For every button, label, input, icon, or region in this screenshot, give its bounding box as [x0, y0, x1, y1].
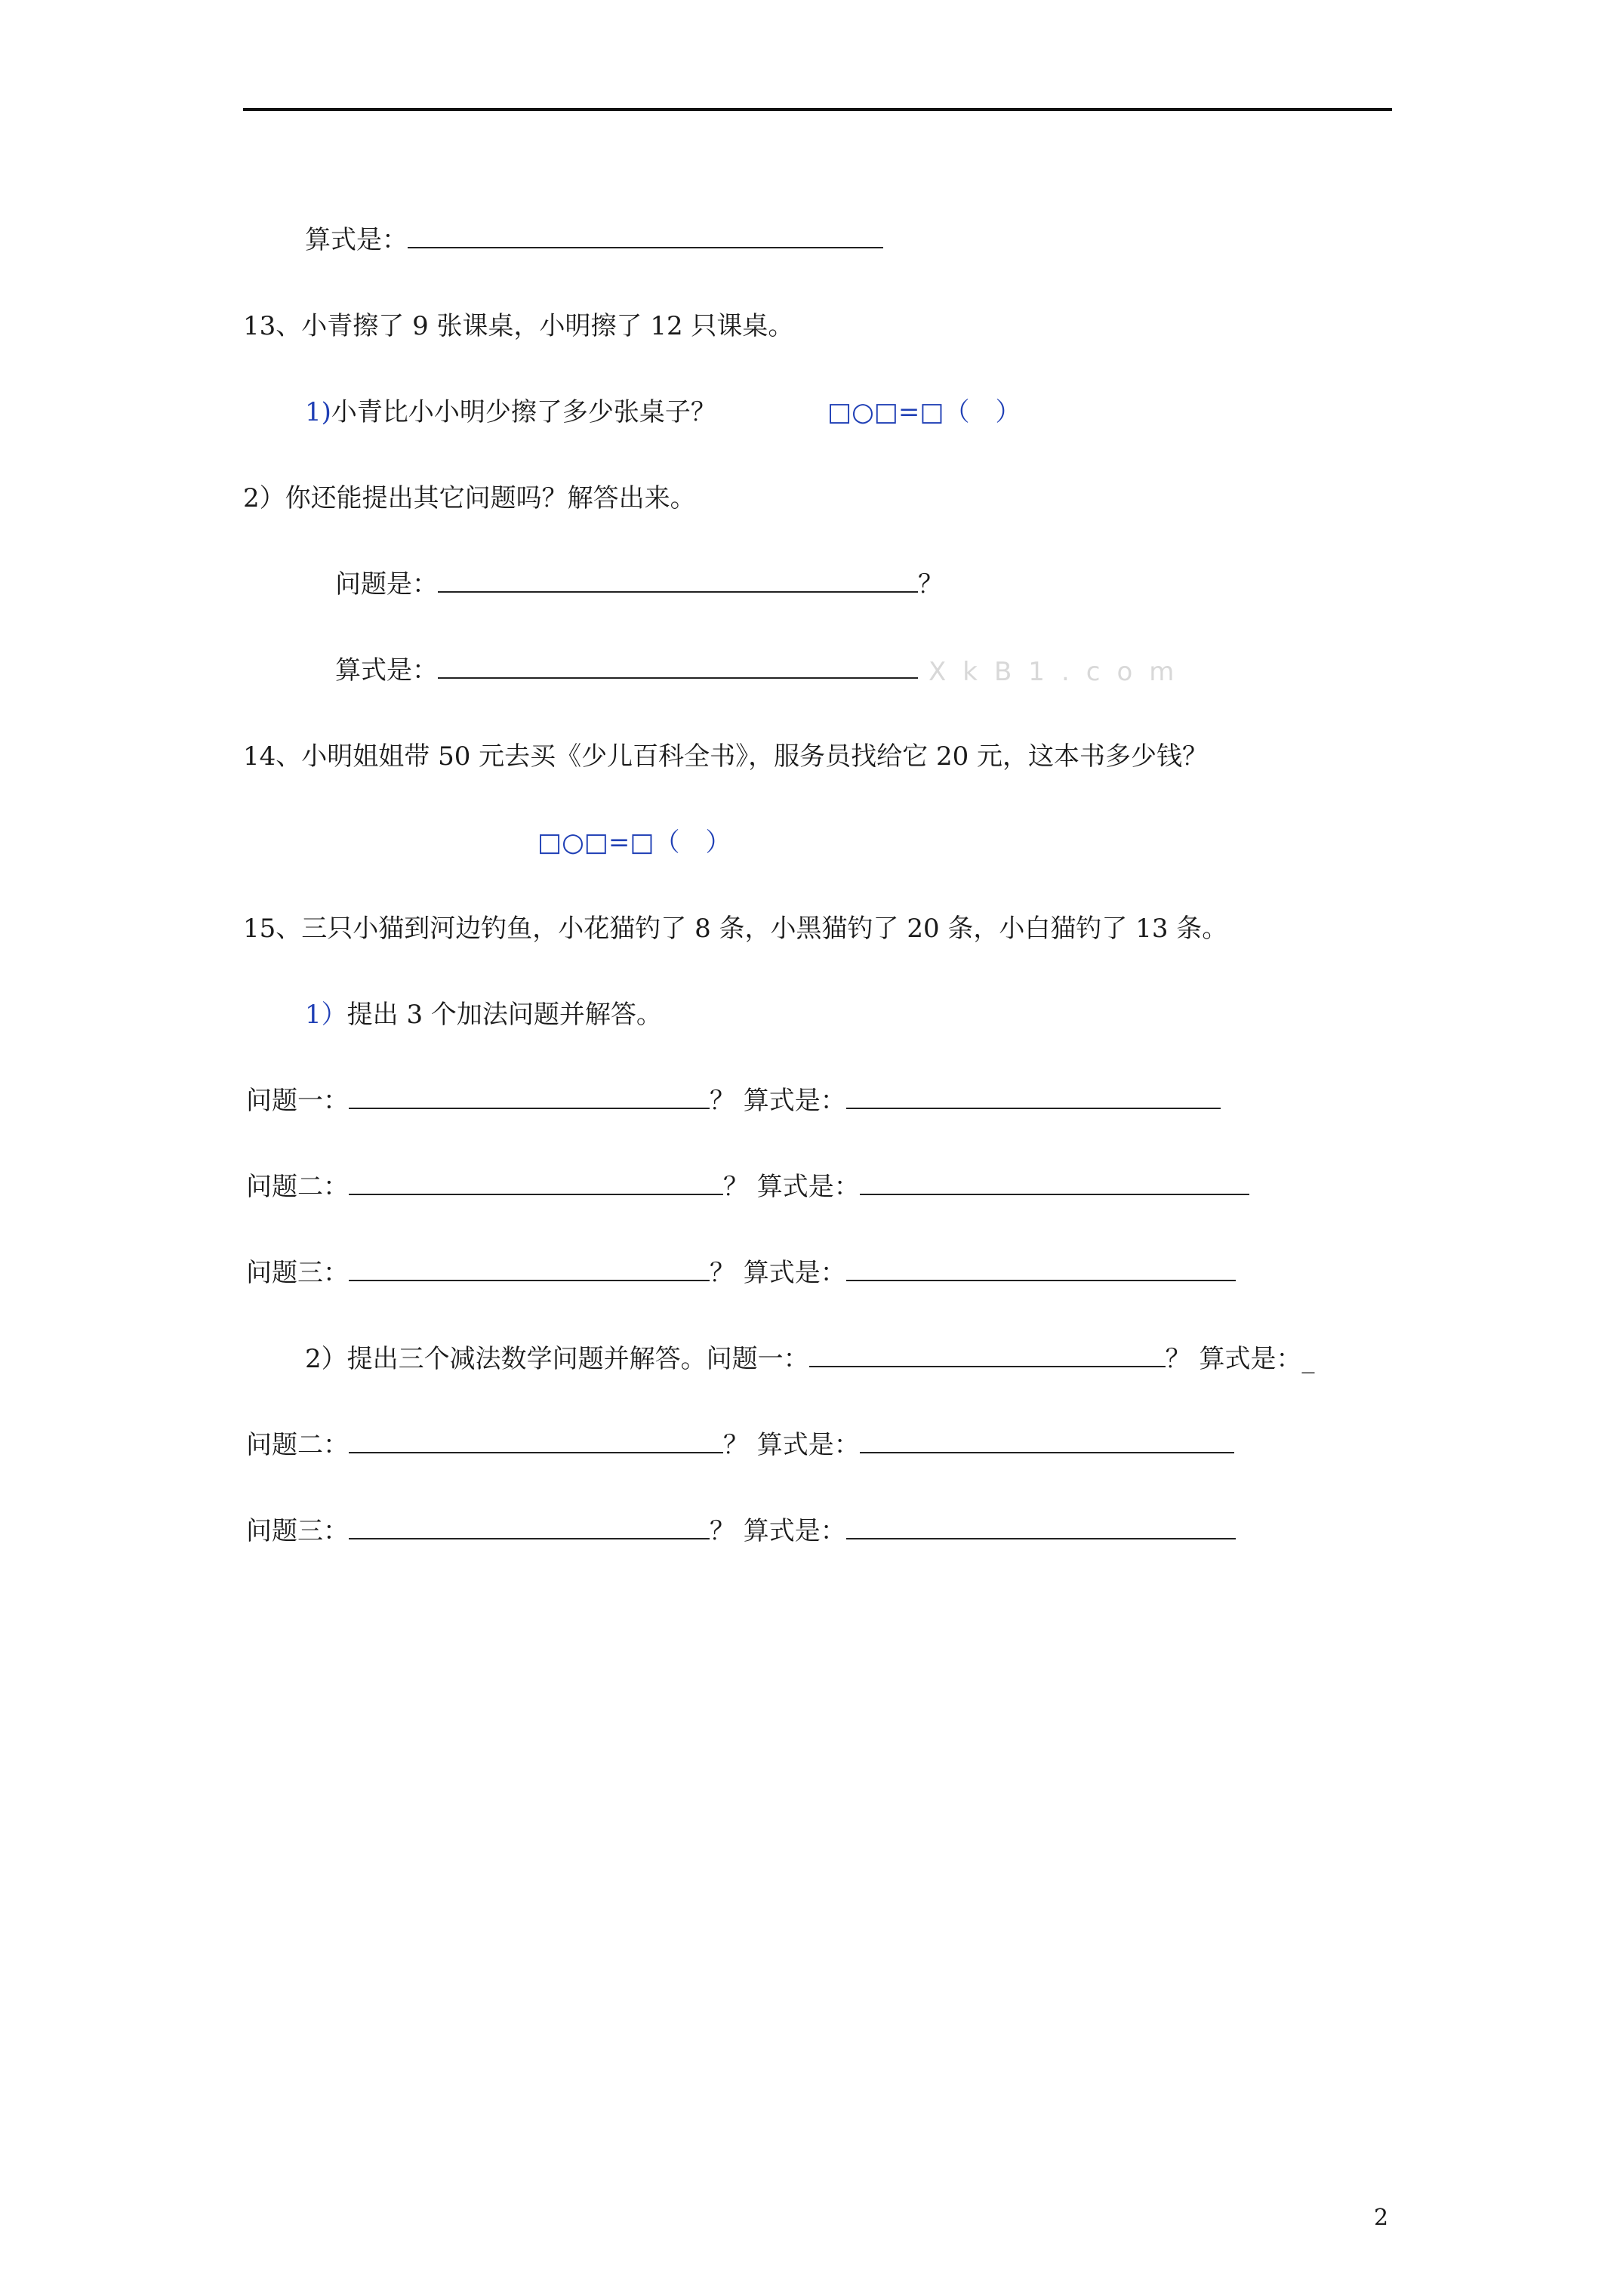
q13-stem: 13、小青擦了 9 张课桌，小明擦了 12 只课桌。 [243, 311, 794, 341]
q15-add-question-3 [246, 1256, 1236, 1290]
q15-add-question-2 [246, 1170, 1249, 1203]
q15-sub-question-3 [246, 1515, 1236, 1548]
formula-blank[interactable] [860, 1171, 1249, 1195]
formula-label: ？ 算式是： [710, 1086, 846, 1116]
part-number: 1) [305, 397, 331, 427]
q13-part1 [305, 396, 716, 429]
q13-equation-template: □○□=□（ ） [827, 397, 1021, 427]
question-label: 问题是： [335, 569, 438, 599]
question-blank[interactable] [349, 1429, 723, 1453]
question-blank[interactable] [438, 569, 918, 593]
formula-blank[interactable] [846, 1257, 1236, 1281]
q15-part2 [305, 1342, 1314, 1376]
formula-label: ？ 算式是：_ [1165, 1344, 1315, 1374]
formula-label: ？ 算式是： [723, 1430, 860, 1460]
formula-blank[interactable] [438, 655, 918, 679]
question-blank[interactable] [349, 1257, 710, 1281]
question-label: 问题一： [246, 1086, 349, 1116]
q12-formula-line [305, 223, 883, 257]
question-blank[interactable] [349, 1085, 710, 1109]
q15-add-question-1 [246, 1084, 1221, 1117]
q14-equation-template: □○□=□（ ） [537, 827, 731, 858]
part-text: 小青比小小明少擦了多少张桌子？ [331, 397, 716, 427]
page-number: 2 [1374, 2205, 1389, 2231]
part-text: 提出 3 个加法问题并解答。 [346, 1000, 662, 1030]
question-label: 问题三： [246, 1516, 349, 1546]
formula-blank[interactable] [846, 1515, 1236, 1539]
question-label: 问题二： [246, 1172, 349, 1202]
q15-stem: 15、三只小猫到河边钓鱼，小花猫钓了 8 条，小黑猫钓了 20 条，小白猫钓了 13 条。 [243, 914, 1228, 944]
q14-stem: 14、小明姐姐带 50 元去买《少儿百科全书》，服务员找给它 20 元，这本书多少钱？ [243, 741, 1209, 772]
question-label: 问题三： [246, 1258, 349, 1288]
formula-label: 算式是： [305, 225, 408, 255]
formula-label: ？ 算式是： [710, 1258, 846, 1288]
question-label: 问题二： [246, 1430, 349, 1460]
part-number: 1） [305, 1000, 347, 1030]
formula-label: 算式是： [335, 655, 438, 686]
formula-label: ？ 算式是： [710, 1516, 846, 1546]
question-blank[interactable] [349, 1171, 723, 1195]
q15-sub-question-2 [246, 1428, 1234, 1462]
formula-blank[interactable] [846, 1085, 1221, 1109]
question-blank[interactable] [809, 1343, 1166, 1367]
question-mark: ？ [918, 569, 944, 599]
watermark: XkB1.com [929, 657, 1191, 687]
q15-part1 [305, 998, 662, 1031]
question-blank[interactable] [349, 1515, 710, 1539]
answer-blank[interactable] [408, 224, 883, 248]
formula-blank[interactable] [860, 1429, 1234, 1453]
q13-part2: 2）你还能提出其它问题吗？解答出来。 [243, 483, 696, 513]
header-rule [243, 108, 1392, 111]
q13-question-line [335, 568, 944, 601]
formula-label: ？ 算式是： [723, 1172, 860, 1202]
q13-formula-line [335, 654, 918, 687]
part-text: 2）提出三个减法数学问题并解答。问题一： [305, 1344, 809, 1374]
